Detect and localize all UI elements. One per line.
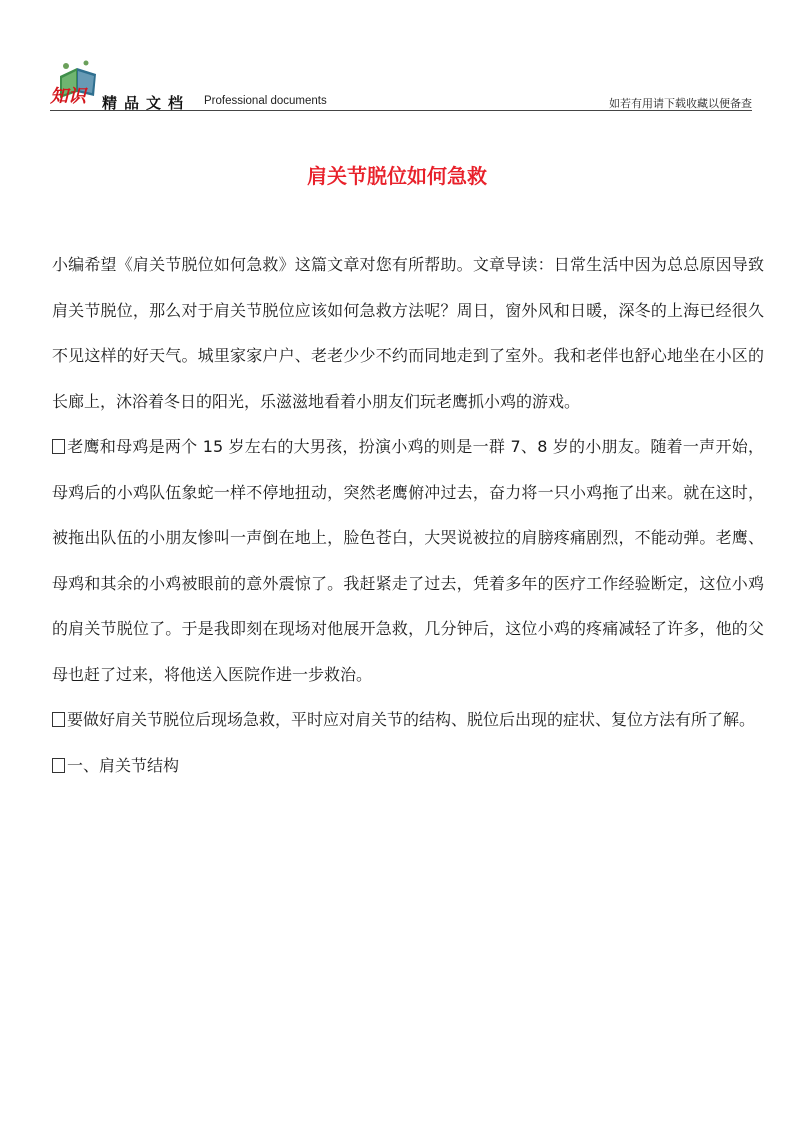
document-title: 肩关节脱位如何急救 [307, 164, 487, 188]
placeholder-box-icon [52, 758, 65, 773]
section-heading-text: 一、肩关节结构 [67, 755, 180, 775]
header-divider [50, 110, 752, 111]
brand-subtitle: Professional documents [204, 95, 327, 107]
page-header [50, 56, 752, 112]
paragraph-intro [52, 242, 764, 424]
book-logo-icon [50, 56, 104, 106]
header-note: 如若有用请下载收藏以便备查 [609, 97, 752, 110]
placeholder-box-icon [52, 712, 65, 727]
paragraph-text: 小编希望《肩关节脱位如何急救》这篇文章对您有所帮助。文章导读：日常生活中因为总总原因导致肩关节脱位，那么对于肩关节脱位应该如何急救方法呢？周日，窗外风和日暖，深冬的上海已经很久不见这样的好天气。城里家家户户、老老少少不约而同地走到了室外。我和老伴也舒心地坐在小区的长廊上，沐浴着冬日的阳光，乐滋滋地看着小朋友们玩老鹰抓小鸡的游戏。 [52, 255, 764, 411]
paragraph-story [52, 424, 764, 697]
svg-text:知识: 知识 [50, 86, 86, 106]
section-heading [52, 743, 764, 789]
placeholder-box-icon [52, 439, 65, 454]
paragraph-text: 要做好肩关节脱位后现场急救，平时应对肩关节的结构、脱位后出现的症状、复位方法有所了解。 [67, 710, 756, 729]
paragraph-text: 老鹰和母鸡是两个 15 岁左右的大男孩，扮演小鸡的则是一群 7、8 岁的小朋友。随着一声开始，母鸡后的小鸡队伍象蛇一样不停地扭动，突然老鹰俯冲过去，奋力将一只小鸡拖了出来。就在这时，被拖出队伍的小朋友惨叫一声倒在地上，脸色苍白，大哭说被拉的肩膀疼痛剧烈，不能动弹。老鹰、母鸡和其余的小鸡被眼前的意外震惊了。我赶紧走了过去，凭着多年的医疗工作经验断定，这位小鸡的肩关节脱位了。于是我即刻在现场对他展开急救，几分钟后，这位小鸡的疼痛减轻了许多，他的父母也赶了过来，将他送入医院作进一步救治。 [52, 437, 764, 684]
brand-title: 精品文档 [102, 94, 191, 112]
document-body [52, 242, 764, 788]
paragraph-advice [52, 697, 764, 743]
